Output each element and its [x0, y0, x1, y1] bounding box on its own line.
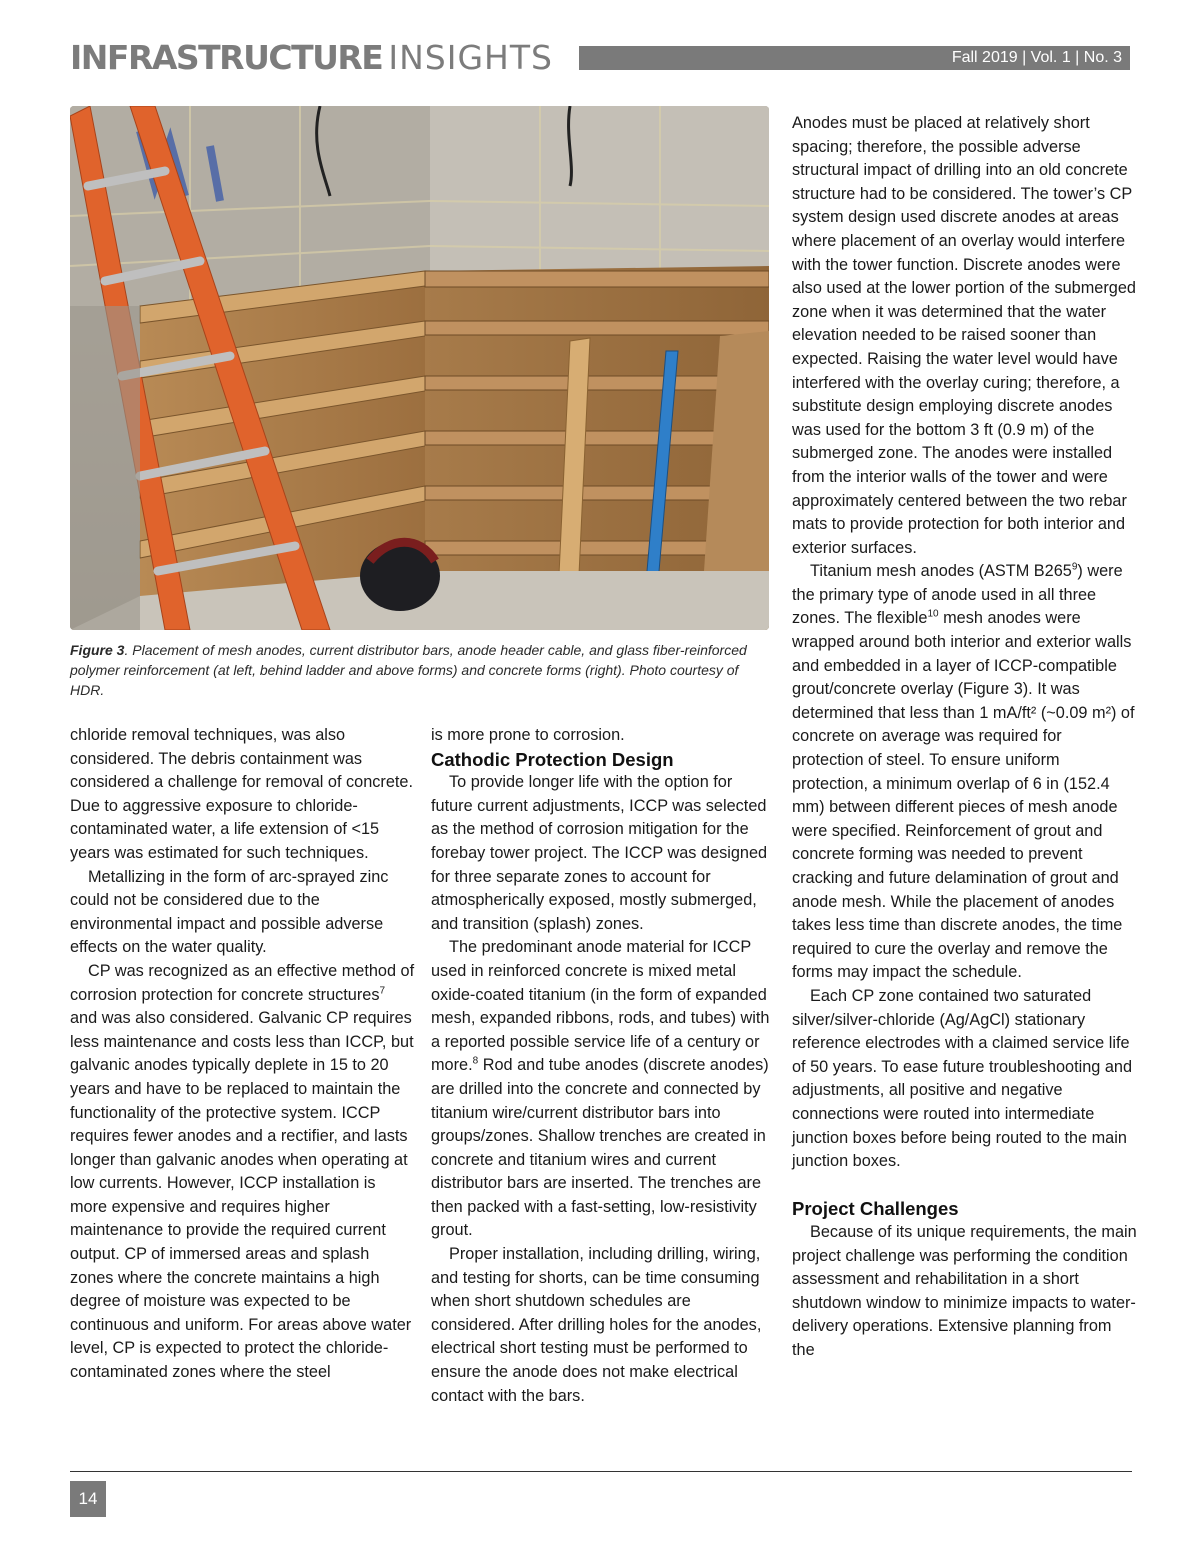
- footnote-ref: 10: [927, 609, 939, 621]
- text-column-2: [431, 724, 776, 1408]
- paragraph: chloride removal techniques, was also considered. The debris containment was considered a challenge for removal of concrete. Due to aggressive exposure to chloride-contaminated water, a life extension of <15 years was estimated for such techniques.: [70, 726, 414, 862]
- paragraph-text: and was also considered. Galvanic CP requires less maintenance and costs less than ICCP, but galvanic anodes typically deplete in 15 to 20 years and have to be replaced to maintain the functionality of the protective system. ICCP requires fewer anodes and a rectifier, and lasts longer than galvanic anodes when operating at low currents. However, ICCP installation is more expensive and requires higher maintenance to provide the required current output. CP of immersed areas and splash zones where the concrete maintains a high degree of moisture was expected to be continuous and uniform. For areas above water level, CP is expected to protect the chloride-contaminated zones where the steel: [70, 1009, 414, 1382]
- footer-divider: [70, 1471, 1132, 1472]
- text-column-3: [792, 112, 1137, 1362]
- paragraph: is more prone to corrosion.: [431, 726, 625, 744]
- paragraph: [431, 936, 776, 1243]
- paragraph-text: ) were the primary type of anode used in all three zones. The flexible: [792, 562, 1123, 628]
- figure-label: Figure 3: [70, 642, 125, 658]
- masthead: [70, 40, 1130, 76]
- text-column-1: [70, 724, 415, 1385]
- issue-info: Fall 2019 | Vol. 1 | No. 3: [951, 49, 1122, 66]
- paragraph: Each CP zone contained two saturated silver/silver-chloride (Ag/AgCl) stationary reference electrodes with a claimed service life of 50 years. To ease future troubleshooting and adjustments, all positive and negative connections were routed into intermediate junction boxes before being routed to the main junction boxes.: [792, 986, 1133, 1171]
- figure-photo: [70, 106, 769, 630]
- paragraph: Because of its unique requirements, the main project challenge was performing the condition assessment and rehabilitation in a short shutdown window to minimize impacts to water-delivery operations. Extensive planning from the: [792, 1222, 1137, 1359]
- footnote-ref: 7: [379, 985, 386, 997]
- paragraph: Anodes must be placed at relatively short spacing; therefore, the possible adverse structural impact of drilling into an old concrete structure had to be considered. The tower’s CP system design used discrete anodes at areas where placement of an overlay would interfere with the tower function. Discrete anodes were also used at the lower portion of the submerged zone when it was determined that the water elevation needed to be raised sooner than expected. Raising the water level would have interfered with the overlay curing; therefore, a substitute design employing discrete anodes was used for the bottom 3 ft (0.9 m) of the submerged zone. The anodes were installed from the interior walls of the tower and were approximately centered between the two rebar mats to provide protection for both interior and exterior surfaces.: [792, 114, 1136, 557]
- issue-bar: [579, 46, 1130, 70]
- footnote-ref: 9: [1071, 561, 1078, 573]
- paragraph-text: Titanium mesh anodes (ASTM B265: [810, 562, 1072, 581]
- paragraph: Metallizing in the form of arc-sprayed zinc could not be considered due to the environmental impact and possible adverse effects on the water quality.: [70, 867, 389, 957]
- footnote-ref: 8: [472, 1055, 479, 1067]
- paragraph: [70, 960, 415, 1385]
- section-heading: Cathodic Protection Design: [431, 748, 674, 770]
- paragraph: To provide longer life with the option for future current adjustments, ICCP was selected as the method of corrosion mitigation for the forebay tower project. The ICCP was designed for three separate zones to account for atmospherically exposed, mostly submerged, and transition (splash) zones.: [431, 773, 768, 933]
- construction-site-illustration: [70, 106, 769, 630]
- figure-caption: [70, 640, 770, 700]
- paragraph-text: CP was recognized as an effective method of corrosion protection for concrete structures: [70, 961, 415, 1004]
- section-heading: Project Challenges: [792, 1198, 959, 1220]
- paragraph: Proper installation, including drilling, wiring, and testing for shorts, can be time consuming when short shutdown schedules are considered. After drilling holes for the anodes, electrical short testing must be performed to ensure the anode does not make electrical contact with the bars.: [431, 1245, 762, 1405]
- publication-title-light: INSIGHTS: [388, 38, 553, 77]
- page-number: 14: [70, 1481, 106, 1517]
- paragraph: [792, 560, 1137, 985]
- publication-title-bold: INFRASTRUCTURE: [70, 38, 383, 77]
- publication-title: [70, 40, 553, 76]
- paragraph-text: mesh anodes were wrapped around both interior and exterior walls and embedded in a layer of ICCP-compatible grout/concrete overlay (Figure 3). It was determined that less than 1 mA/ft² (~0.09 m²) of concrete on average was required for protection of steel. To ensure uniform protection, a minimum overlap of 6 in (152.4 mm) between different pieces of mesh anode were specified. Reinforcement of grout and concrete forming was needed to prevent cracking and future delamination of grout and anode mesh. While the placement of anodes takes less time than discrete anodes, the time required to cure the overlay and remove the forms may impact the schedule.: [792, 609, 1135, 982]
- paragraph-text: Rod and tube anodes (discrete anodes) are drilled into the concrete and connected by titanium wire/current distributor bars into groups/zones. Shallow trenches are created in concrete and titanium wires and current distributor bars are inserted. The trenches are then packed with a fast-setting, low-resistivity grout.: [431, 1056, 769, 1240]
- spacer: [792, 1174, 1137, 1198]
- paragraph-text: The predominant anode material for ICCP used in reinforced concrete is mixed metal oxide-coated titanium (in the form of expanded mesh, expanded ribbons, rods, and tubes) with a reported possible service life of a century or more.: [431, 938, 770, 1075]
- figure-caption-text: . Placement of mesh anodes, current distributor bars, anode header cable, and glass fiber-reinforced polymer reinforcement (at left, behind ladder and above forms) and concrete forms (right). Photo courtesy of HDR.: [70, 642, 747, 698]
